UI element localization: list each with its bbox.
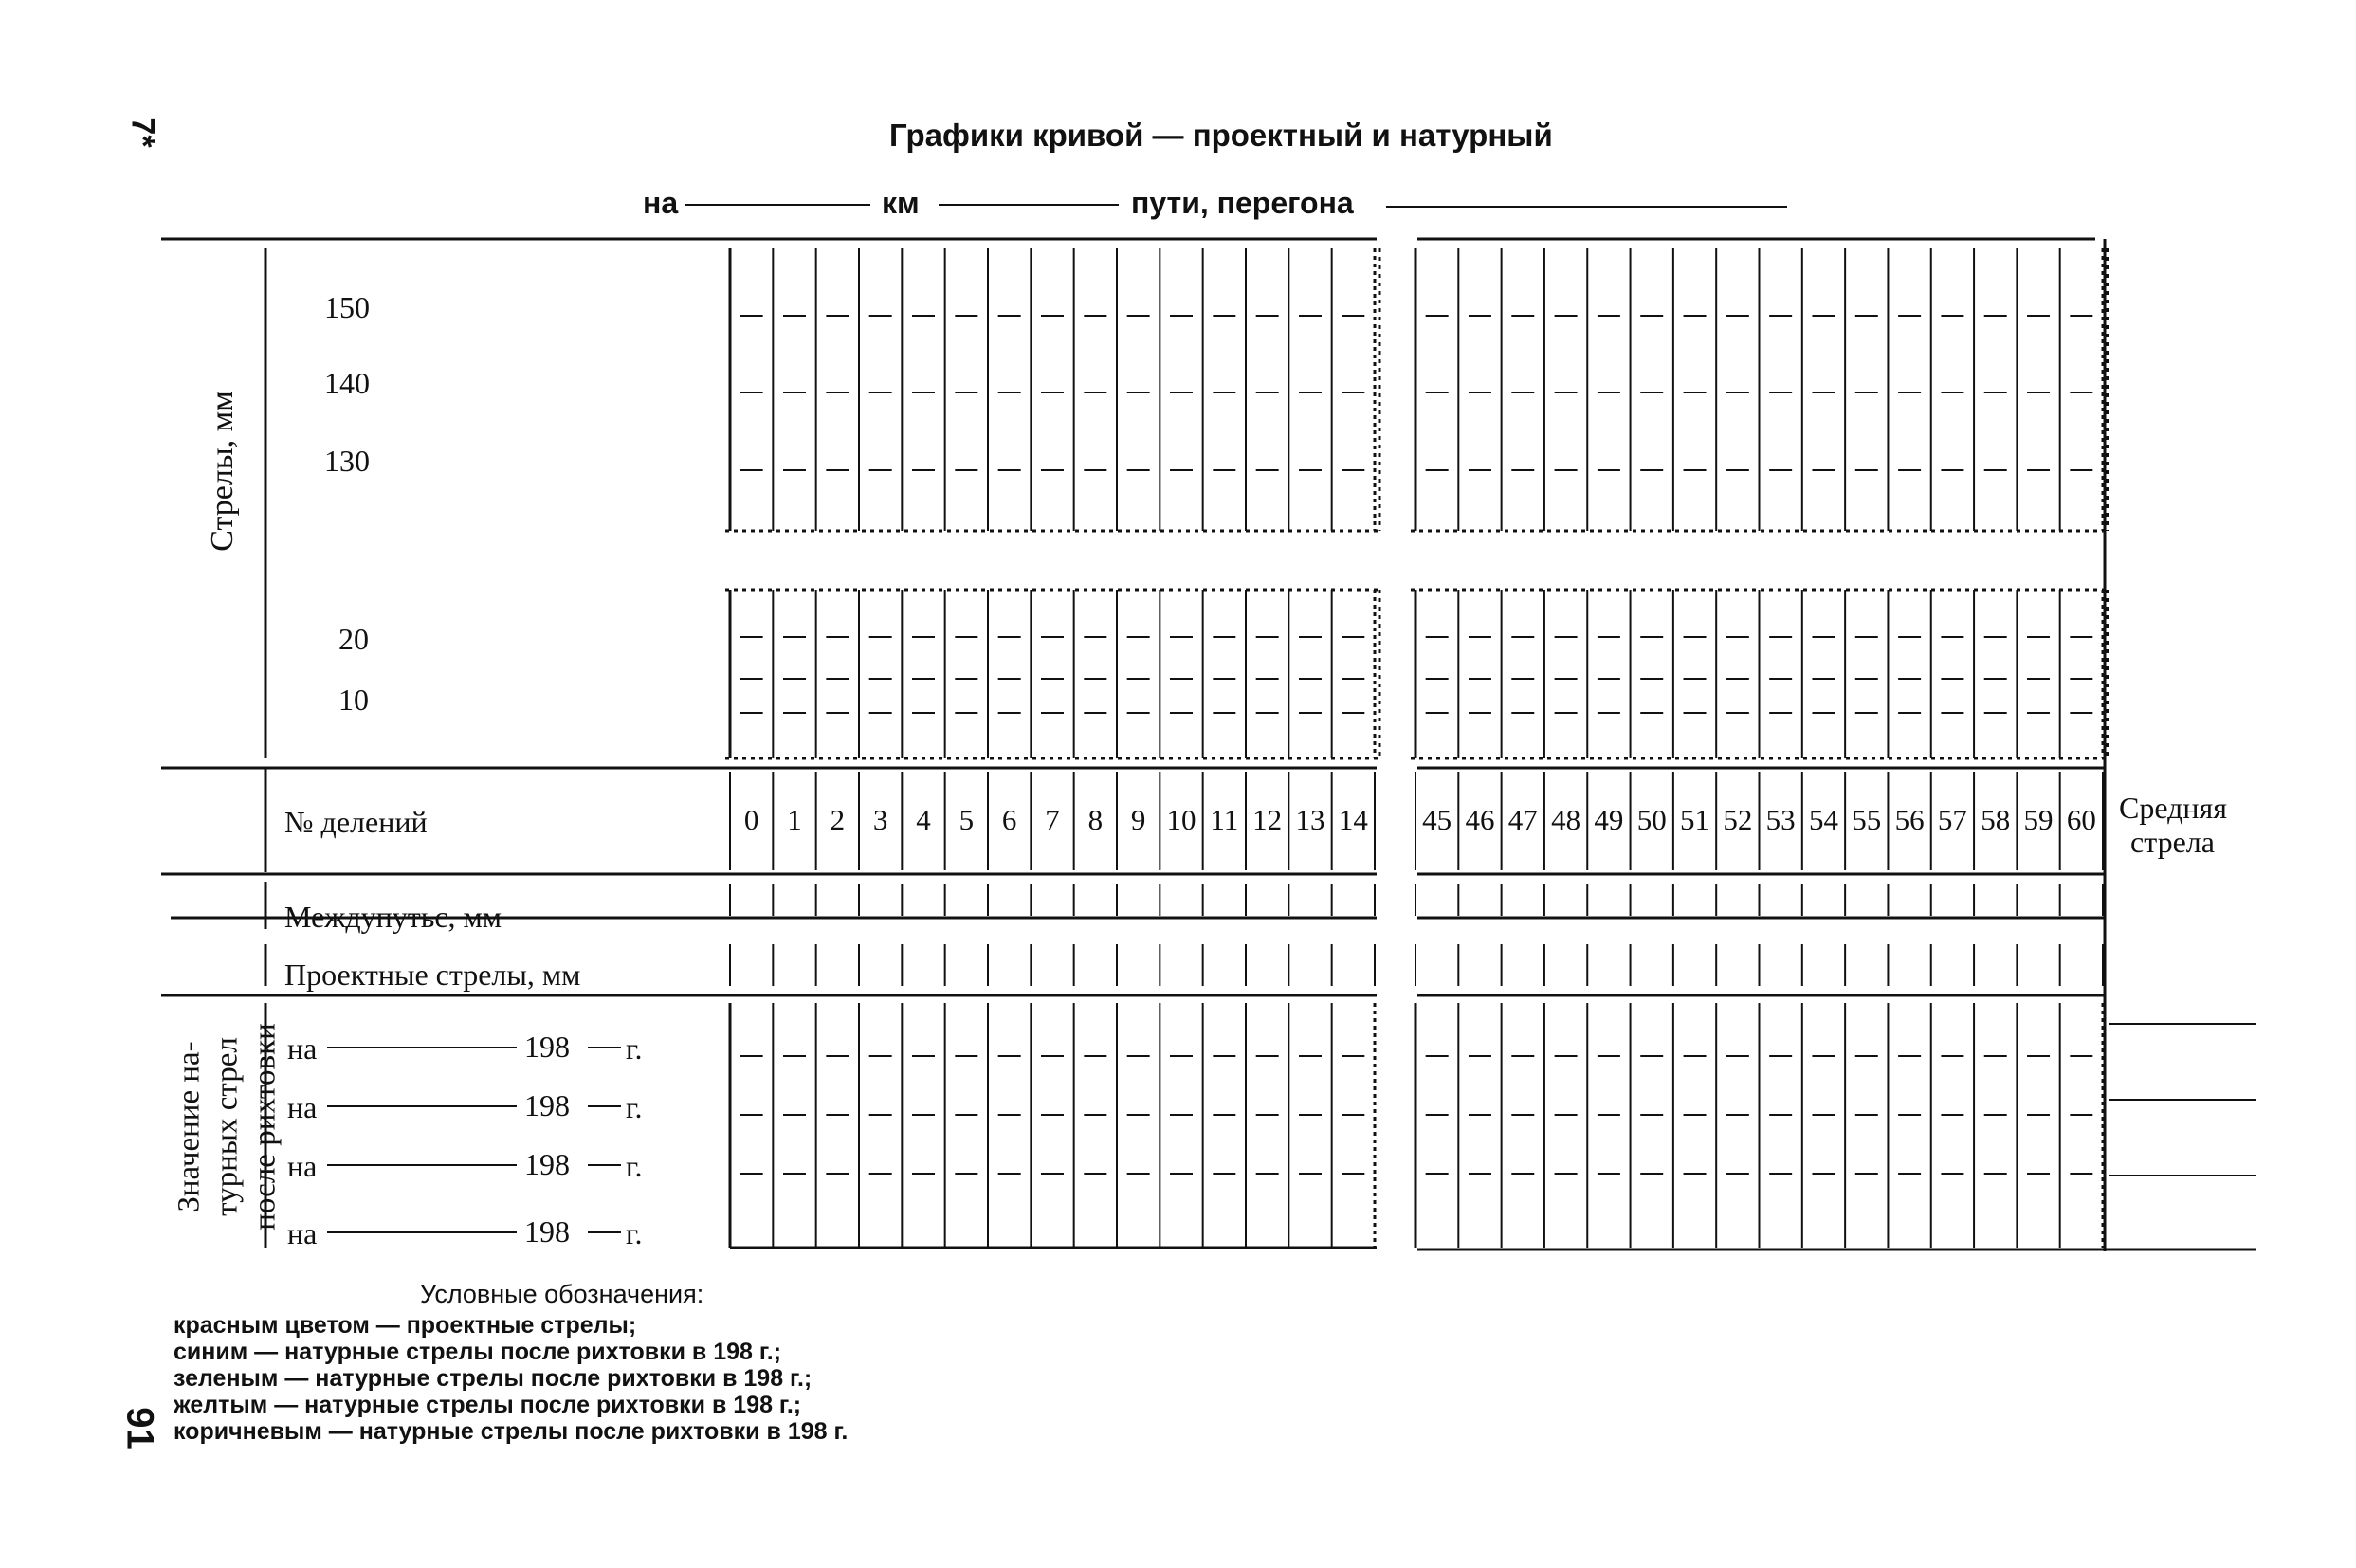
strely-axis-label: Стрелы, мм	[205, 391, 240, 552]
division-number-a: 2	[830, 803, 846, 836]
legend-line-red: красным цветом — проектные стрелы;	[174, 1312, 637, 1339]
scale-140: 140	[324, 366, 370, 400]
legend-line-blue: синим — натурные стрелы после рихтовки в 198 г.;	[174, 1339, 782, 1365]
scale-20: 20	[338, 622, 369, 656]
natural-row-year: 198	[524, 1147, 570, 1181]
division-number-a: 14	[1338, 803, 1368, 836]
legend	[174, 1312, 848, 1445]
average-label-1: Средняя	[2119, 791, 2227, 825]
subtitle-rest: пути, перегона	[1131, 186, 1354, 220]
natural-row-suffix: г.	[626, 1149, 643, 1183]
division-number-a: 0	[743, 803, 759, 836]
natural-group-line-3: после рихтовки	[247, 1023, 283, 1231]
natural-group-line-1: Значение на-	[172, 1041, 207, 1212]
division-number-a: 10	[1166, 803, 1196, 836]
division-number-b: 45	[1422, 803, 1452, 836]
division-number-b: 53	[1765, 803, 1796, 836]
page-title: Графики кривой — проектный и натурный	[889, 118, 1553, 153]
proekt-label: Проектные стрелы, мм	[284, 957, 581, 992]
division-number-a: 3	[872, 803, 888, 836]
division-number-b: 48	[1551, 803, 1581, 836]
division-number-b: 58	[1981, 803, 2011, 836]
natural-row-suffix: г.	[626, 1090, 643, 1124]
division-number-b: 46	[1465, 803, 1495, 836]
division-number-b: 59	[2023, 803, 2054, 836]
division-number-b: 54	[1808, 803, 1838, 836]
natural-row-prefix: на	[287, 1031, 318, 1066]
legend-line-green: зеленым — натурные стрелы после рихтовки в 198 г.;	[174, 1365, 813, 1392]
division-number-b: 56	[1894, 803, 1925, 836]
division-number-b: 47	[1507, 803, 1538, 836]
division-number-a: 4	[916, 803, 931, 836]
natural-row-year: 198	[524, 1088, 570, 1122]
division-number-b: 55	[1852, 803, 1882, 836]
natural-row-year: 198	[524, 1030, 570, 1064]
page-number: 91	[119, 1407, 161, 1449]
legend-line-brown: коричневым — натурные стрелы после рихтовки в 198 г.	[174, 1418, 849, 1445]
natural-row-prefix: на	[287, 1216, 318, 1250]
division-number-a: 8	[1087, 803, 1104, 836]
scale-130: 130	[324, 444, 370, 478]
natural-row-suffix: г.	[626, 1031, 643, 1066]
division-number-a: 9	[1130, 803, 1146, 836]
natural-row-suffix: г.	[626, 1216, 643, 1250]
subtitle-km: км	[882, 186, 920, 220]
mezhdu-label: Междупутьс, мм	[284, 900, 502, 934]
division-number-b: 51	[1680, 803, 1710, 836]
division-number-b: 57	[1937, 803, 1967, 836]
division-number-a: 12	[1252, 803, 1283, 836]
legend-title: Условные обозначения:	[420, 1280, 704, 1308]
divisions-label: № делений	[284, 805, 428, 839]
division-number-a: 5	[959, 803, 975, 836]
division-number-a: 6	[1001, 803, 1017, 836]
natural-row-prefix: на	[287, 1090, 318, 1124]
division-number-a: 13	[1295, 803, 1325, 836]
division-number-a: 1	[787, 803, 802, 836]
natural-row-year: 198	[524, 1214, 570, 1249]
scale-150: 150	[324, 290, 370, 324]
division-number-a: 7	[1045, 803, 1060, 836]
division-number-b: 60	[2066, 803, 2096, 836]
average-label-2: стрела	[2130, 825, 2215, 859]
division-number-b: 49	[1594, 803, 1624, 836]
subtitle-na: на	[643, 186, 679, 220]
division-number-b: 52	[1723, 803, 1753, 836]
division-number-a: 11	[1210, 803, 1239, 836]
natural-group-line-2: турных стрел	[210, 1037, 245, 1216]
legend-line-yellow: желтым — натурные стрелы после рихтовки в 198 г.;	[174, 1392, 802, 1418]
division-number-b: 50	[1636, 803, 1667, 836]
scale-10: 10	[338, 683, 369, 717]
corner-mark: 7*	[124, 117, 161, 148]
natural-row-prefix: на	[287, 1149, 318, 1183]
